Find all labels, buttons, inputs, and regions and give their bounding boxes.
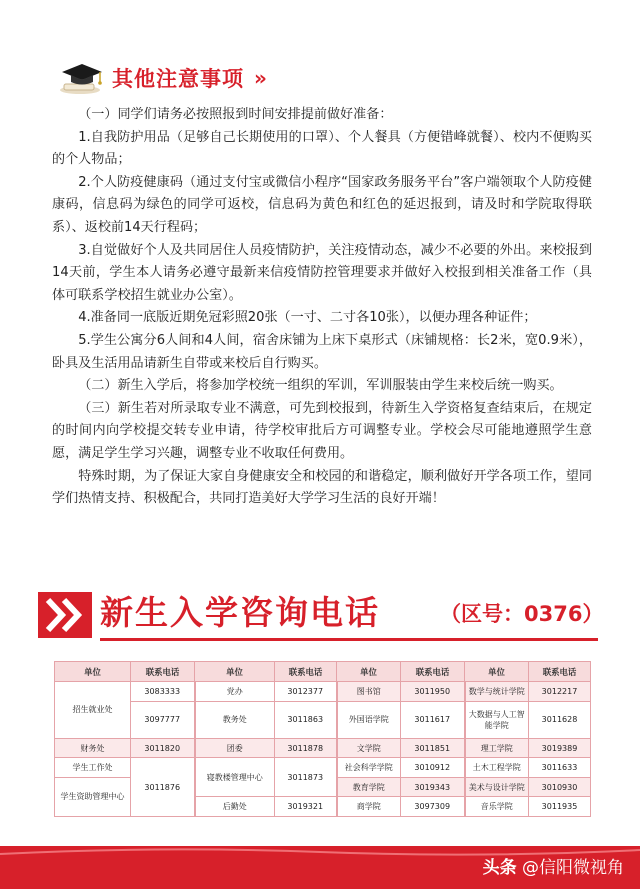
phone-cell: 3011820 [131,738,195,758]
watermark [483,854,624,882]
unit-cell: 学生资助管理中心 [55,777,131,816]
unit-cell: 大数据与人工智能学院 [465,701,529,738]
notice-paragraph: 5.学生公寓分6人间和4人间，宿舍床铺为上床下桌形式（床铺规格：长2米，宽0.9米），卧具及生活用品请新生自带或来校后自行购买。 [52,332,592,371]
phone-cell: 3011617 [401,701,465,738]
header-unit: 单位 [195,662,275,682]
unit-cell: 党办 [195,682,275,702]
unit-cell: 学生工作处 [55,758,131,778]
unit-cell: 教育学院 [337,777,401,797]
notice-body [52,104,592,511]
phone-cell: 3097309 [401,797,465,817]
notice-heading [58,60,261,96]
unit-cell: 社会科学学院 [337,758,401,778]
unit-cell: 财务处 [55,738,131,758]
unit-cell: 理工学院 [465,738,529,758]
phone-cell: 3097777 [131,701,195,738]
header-unit: 单位 [337,662,401,682]
notice-paragraph: （二）新生入学后，将参加学校统一组织的军训，军训服装由学生来校后统一购买。 [78,378,563,394]
notice-paragraph: （三）新生若对所录取专业不满意，可先到校报到，待新生入学资格复查结束后，在规定的时间内向学校提交转专业申请，待学校审批后方可调整专业。学校会尽可能地遵照学生意愿，满足学生学习兴趣，调整专业不收取任何费用。 [52,400,592,461]
phone-cell: 3019321 [275,797,337,817]
phone-table [54,661,591,817]
phone-cell: 3010930 [529,777,591,797]
watermark-handle: @信阳微视角 [522,858,624,878]
unit-cell: 数学与统计学院 [465,682,529,702]
phone-cell: 3011851 [401,738,465,758]
heading-underline [100,638,598,641]
header-phone: 联系电话 [275,662,337,682]
phone-title: 新生入学咨询电话 [100,593,380,632]
phone-cell: 3011863 [275,701,337,738]
phone-cell: 3012217 [529,682,591,702]
unit-cell: 外国语学院 [337,701,401,738]
phone-cell: 3011876 [131,758,195,817]
unit-cell: 商学院 [337,797,401,817]
header-phone: 联系电话 [529,662,591,682]
unit-cell: 图书馆 [337,682,401,702]
phone-heading [38,590,604,644]
phone-cell: 3011628 [529,701,591,738]
graduation-cap-icon [58,60,106,96]
header-unit: 单位 [55,662,131,682]
notice-paragraph: 特殊时期，为了保证大家自身健康安全和校园的和谐稳定，顺利做好开学各项工作，望同学们热情支持、积极配合，共同打造美好大学学习生活的良好开端！ [52,468,592,507]
phone-cell: 3011935 [529,797,591,817]
notice-paragraph: （一）同学们请务必按照报到时间安排提前做好准备： [78,107,393,122]
notice-paragraph: 3.自觉做好个人及共同居住人员疫情防护，关注疫情动态，减少不必要的外出。来校报到14天前，学生本人请务必遵守最新来信疫情防控管理要求并做好入校报到相关准备工作（具体可联系学校招生就业办公室）。 [52,242,592,303]
unit-cell: 文学院 [337,738,401,758]
notice-paragraph: 2.个人防疫健康码（通过支付宝或微信小程序“国家政务服务平台”客户端领取个人防疫健康码，信息码为绿色的同学可返校，信息码为黄色和红色的延迟报到，请及时和学院取得联系）、返校前14天行程码； [52,174,592,235]
phone-cell: 3019343 [401,777,465,797]
phone-cell: 3011950 [401,682,465,702]
phone-cell: 3010912 [401,758,465,778]
notice-paragraph: 4.准备同一底版近期免冠彩照20张（一寸、二寸各10张），以便办理各种证件； [78,310,537,326]
phone-cell: 3011873 [275,758,337,797]
header-unit: 单位 [465,662,529,682]
notice-paragraph: 1.自我防护用品（足够自己长期使用的口罩）、个人餐具（方便错峰就餐）、校内不便购买的个人物品； [52,129,592,168]
table-header-row [55,662,591,682]
phone-cell: 3011878 [275,738,337,758]
unit-cell: 后勤处 [195,797,275,817]
unit-cell: 音乐学院 [465,797,529,817]
phone-cell: 3011633 [529,758,591,778]
notice-title: 其他注意事项 [112,67,244,91]
header-phone: 联系电话 [131,662,195,682]
unit-cell: 寝教楼管理中心 [195,758,275,797]
watermark-brand: 头条 [482,858,517,878]
header-phone: 联系电话 [401,662,465,682]
unit-cell: 团委 [195,738,275,758]
area-code: （区号：0376） [440,602,604,626]
unit-cell: 土木工程学院 [465,758,529,778]
double-chevron-icon [38,592,92,638]
unit-cell: 招生就业处 [55,682,131,739]
unit-cell: 教务处 [195,701,275,738]
phone-cell: 3019389 [529,738,591,758]
phone-cell: 3012377 [275,682,337,702]
chevron-right-icon: » [254,66,261,90]
unit-cell: 美术与设计学院 [465,777,529,797]
phone-cell: 3083333 [131,682,195,702]
double-chevron-badge [38,592,92,638]
